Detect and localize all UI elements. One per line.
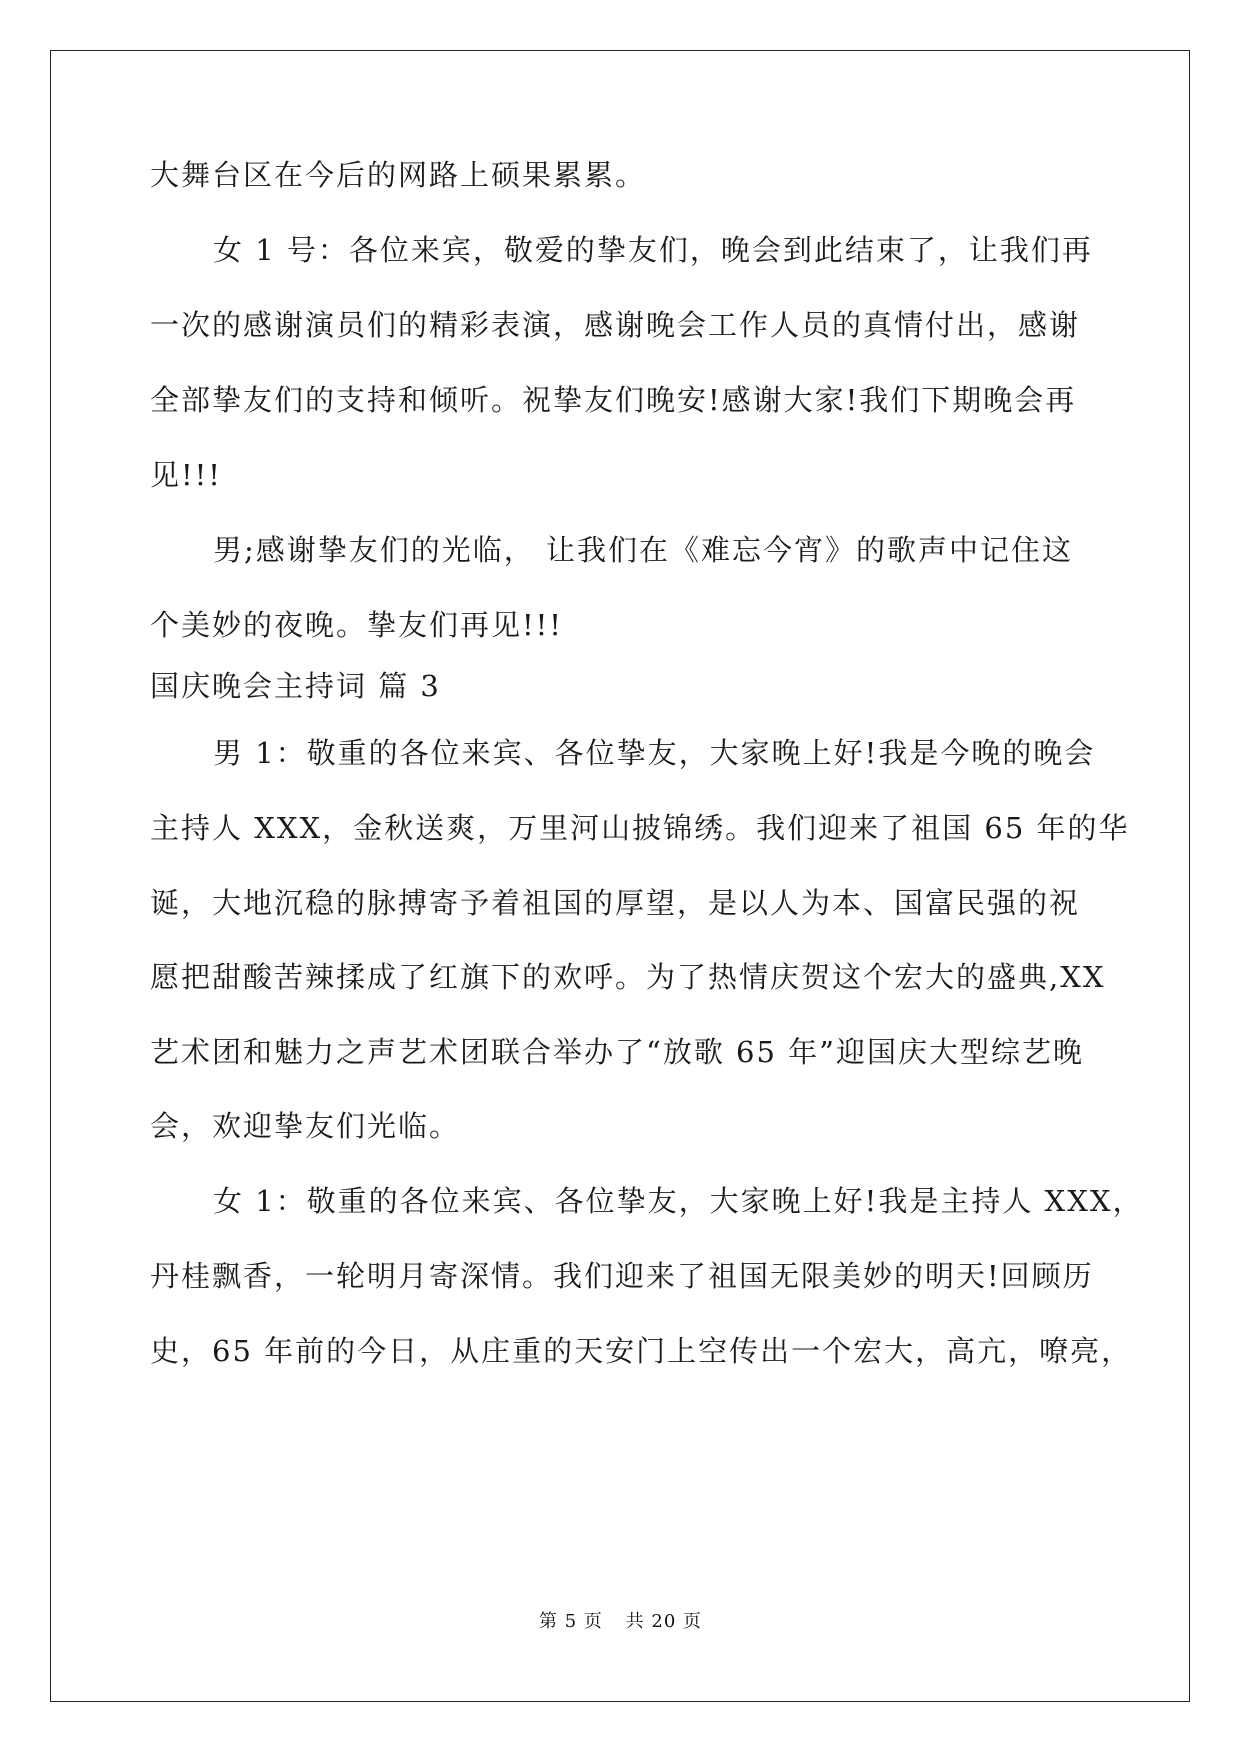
text-line: 全部挚友们的支持和倾听。祝挚友们晚安!感谢大家!我们下期晚会再 — [150, 383, 1077, 417]
text-line: 女 1 号：各位来宾，敬爱的挚友们，晚会到此结束了，让我们再 — [213, 233, 1093, 267]
text-line: 诞，大地沉稳的脉搏寄予着祖国的厚望，是以人为本、国富民强的祝 — [150, 886, 1081, 920]
text-line: 主持人 XXX，金秋送爽，万里河山披锦绣。我们迎来了祖国 65 年的华 — [150, 811, 1130, 845]
page-total: 共 20 页 — [625, 1611, 702, 1632]
text-line: 女 1：敬重的各位来宾、各位挚友，大家晚上好!我是主持人 XXX， — [213, 1184, 1144, 1218]
text-line: 一次的感谢演员们的精彩表演，感谢晚会工作人员的真情付出，感谢 — [150, 308, 1081, 342]
text-line: 会，欢迎挚友们光临。 — [150, 1109, 461, 1143]
page-number: 第 5 页 — [539, 1611, 603, 1632]
text-line: 男 1：敬重的各位来宾、各位挚友，大家晚上好!我是今晚的晚会 — [213, 736, 1096, 770]
text-line: 艺术团和魅力之声艺术团联合举办了“放歌 65 年”迎国庆大型综艺晚 — [150, 1035, 1084, 1069]
text-line: 男;感谢挚友们的光临， 让我们在《难忘今宵》的歌声中记住这 — [213, 533, 1073, 567]
section-heading: 国庆晚会主持词 篇 3 — [150, 669, 441, 703]
text-line: 见!!! — [150, 458, 222, 492]
text-line: 丹桂飘香，一轮明月寄深情。我们迎来了祖国无限美妙的明天!回顾历 — [150, 1259, 1094, 1293]
text-line: 史，65 年前的今日，从庄重的天安门上空传出一个宏大，高亢，嘹亮， — [150, 1334, 1133, 1368]
text-line: 愿把甜酸苦辣揉成了红旗下的欢呼。为了热情庆贺这个宏大的盛典,XX — [150, 960, 1106, 994]
text-line: 个美妙的夜晚。挚友们再见!!! — [150, 608, 563, 642]
text-line: 大舞台区在今后的网路上硕果累累。 — [150, 158, 647, 192]
page-border — [50, 50, 1190, 1702]
page-footer — [0, 1607, 1241, 1633]
